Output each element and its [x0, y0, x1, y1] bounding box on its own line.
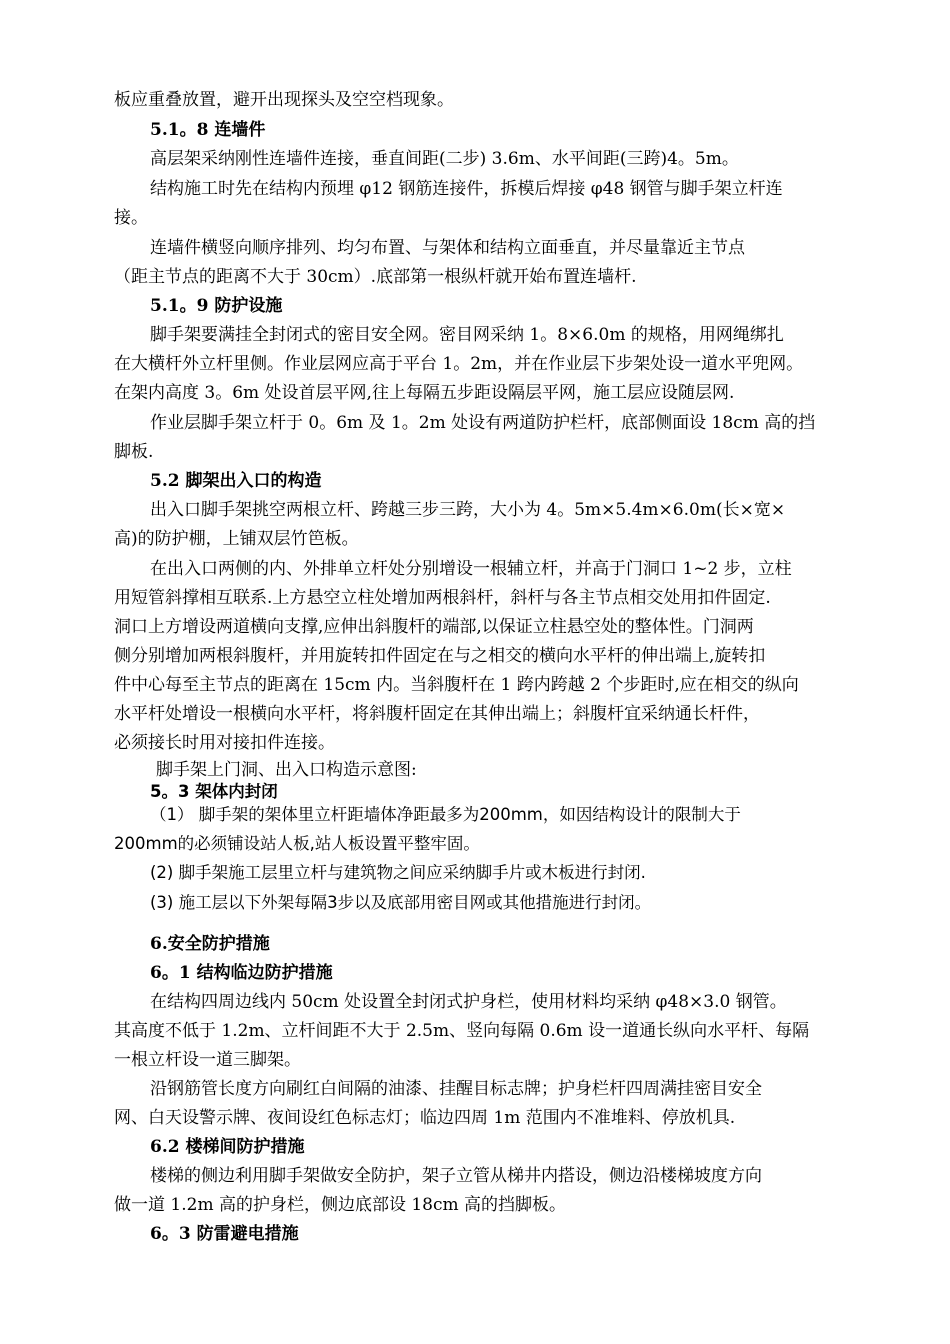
body-line: 楼梯的侧边利用脚手架做安全防护，架子立管从梯井内搭设，侧边沿楼梯坡度方向 — [150, 1166, 762, 1186]
body-line: 脚板. — [114, 442, 154, 462]
body-line: 高)的防护棚，上铺双层竹笆板。 — [114, 529, 359, 549]
body-line: (3) 施工层以下外架每隔3步以及底部用密目网或其他措施进行封闭。 — [150, 893, 652, 912]
body-line: 必须接长时用对接扣件连接。 — [114, 733, 335, 753]
body-line: 在大横杆外立杆里侧。作业层网应高于平台 1。2m，并在作业层下步架处设一道水平兜网。 — [114, 354, 804, 374]
figure-caption: 脚手架上门洞、出入口构造示意图: — [156, 760, 417, 780]
body-line: 网、白天设警示牌、夜间设红色标志灯；临边四周 1m 范围内不准堆料、停放机具. — [114, 1108, 736, 1128]
body-line: 板应重叠放置，避开出现探头及空空档现象。 — [114, 90, 454, 110]
body-line: 出入口脚手架挑空两根立杆、跨越三步三跨，大小为 4。5m×5.4m×6.0m(长×宽× — [150, 500, 786, 520]
body-line: 一根立杆设一道三脚架。 — [114, 1050, 301, 1070]
section-heading: 5.2 脚架出入口的构造 — [150, 471, 322, 491]
section-heading: 5.1。8 连墙件 — [150, 120, 266, 140]
body-line: 洞口上方增设两道横向支撑,应伸出斜腹杆的端部,以保证立柱悬空处的整体性。门洞两 — [114, 617, 754, 637]
body-line: 用短管斜撑相互联系.上方悬空立柱处增加两根斜杆，斜杆与各主节点相交处用扣件固定. — [114, 588, 771, 608]
body-line: 接。 — [114, 208, 148, 228]
section-heading: 6.2 楼梯间防护措施 — [150, 1137, 305, 1157]
body-line: （距主节点的距离不大于 30cm）.底部第一根纵杆就开始布置连墙杆. — [114, 267, 637, 287]
body-line: 沿钢筋管长度方向刷红白间隔的油漆、挂醒目标志牌；护身栏杆四周满挂密目安全 — [150, 1079, 762, 1099]
body-line: (2) 脚手架施工层里立杆与建筑物之间应采纳脚手片或木板进行封闭. — [150, 863, 646, 882]
body-line: 200mm的必须铺设站人板,站人板设置平整牢固。 — [114, 834, 480, 853]
section-heading: 6。1 结构临边防护措施 — [150, 963, 333, 983]
section-heading: 5。3 架体内封闭 — [150, 782, 278, 801]
body-line: 其高度不低于 1.2m、立杆间距不大于 2.5m、竖向每隔 0.6m 设一道通长纵向水平杆、每隔 — [114, 1021, 810, 1041]
section-heading: 5.1。9 防护设施 — [150, 296, 283, 316]
body-line: 件中心每至主节点的距离在 15cm 内。当斜腹杆在 1 跨内跨越 2 个步距时,应在相交的纵向 — [114, 675, 799, 695]
body-line: 结构施工时先在结构内预埋 φ12 钢筋连接件，拆模后焊接 φ48 钢管与脚手架立杆连 — [150, 179, 783, 199]
section-heading: 6.安全防护措施 — [150, 934, 270, 954]
body-line: 在架内高度 3。6m 处设首层平网,往上每隔五步距设隔层平网，施工层应设随层网. — [114, 383, 735, 403]
body-line: 侧分别增加两根斜腹杆，并用旋转扣件固定在与之相交的横向水平杆的伸出端上,旋转扣 — [114, 646, 766, 666]
body-line: 作业层脚手架立杆于 0。6m 及 1。2m 处设有两道防护栏杆，底部侧面设 18cm 高的挡 — [150, 413, 816, 433]
body-line: 水平杆处增设一根横向水平杆，将斜腹杆固定在其伸出端上；斜腹杆宜采纳通长杆件， — [114, 704, 760, 724]
body-line: 在结构四周边线内 50cm 处设置全封闭式护身栏，使用材料均采纳 φ48×3.0 钢管。 — [150, 992, 787, 1012]
body-line: 连墙件横竖向顺序排列、均匀布置、与架体和结构立面垂直，并尽量靠近主节点 — [150, 238, 745, 258]
section-heading: 6。3 防雷避电措施 — [150, 1224, 299, 1244]
body-line: 在出入口两侧的内、外排单立杆处分别增设一根辅立杆，并高于门洞口 1~2 步，立柱 — [150, 559, 792, 579]
body-line: （1） 脚手架的架体里立杆距墙体净距最多为200mm，如因结构设计的限制大于 — [150, 805, 741, 824]
body-line: 做一道 1.2m 高的护身栏，侧边底部设 18cm 高的挡脚板。 — [114, 1195, 567, 1215]
body-line: 高层架采纳刚性连墙件连接，垂直间距(二步) 3.6m、水平间距(三跨)4。5m。 — [150, 149, 739, 169]
body-line: 脚手架要满挂全封闭式的密目安全网。密目网采纳 1。8×6.0m 的规格，用网绳绑扎 — [150, 325, 784, 345]
